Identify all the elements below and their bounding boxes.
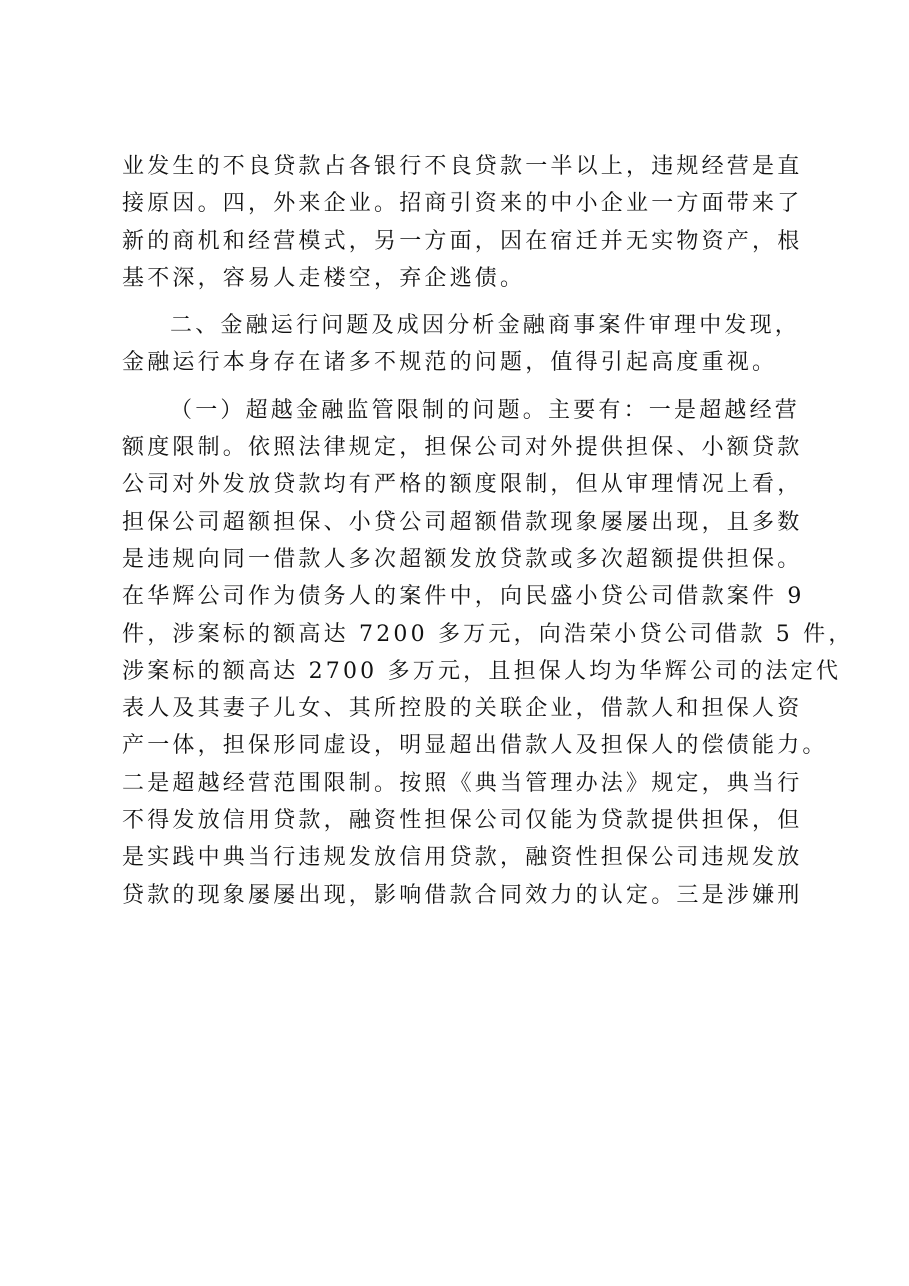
- text-line: 在华辉公司作为债务人的案件中，向民盛小贷公司借款案件 9: [122, 584, 805, 610]
- paragraph-spacer: [122, 382, 814, 392]
- text-line: 件，涉案标的额高达 7200 多万元，向浩荣小贷公司借款 5 件，: [122, 621, 854, 647]
- text-line: （一）超越金融监管限制的问题。主要有：一是超越经营: [170, 397, 801, 423]
- text-line: 二是超越经营范围限制。按照《典当管理办法》规定，典当行: [122, 770, 803, 796]
- paragraph-spacer: [122, 297, 814, 307]
- text-line: 担保公司超额担保、小贷公司超额借款现象屡屡出现，且多数: [122, 509, 803, 535]
- text-line: 金融运行本身存在诸多不规范的问题，值得引起高度重视。: [122, 350, 778, 376]
- text-line: 是实践中典当行违规发放信用贷款，融资性担保公司违规发放: [122, 845, 803, 871]
- text-line: 是违规向同一借款人多次超额发放贷款或多次超额提供担保。: [122, 546, 803, 572]
- paragraph-1: [122, 148, 814, 297]
- text-line: 表人及其妻子儿女、其所控股的关联企业，借款人和担保人资: [122, 696, 803, 722]
- text-line: 产一体，担保形同虚设，明显超出借款人及担保人的偿债能力。: [122, 733, 828, 759]
- text-line: 涉案标的额高达 2700 多万元，且担保人均为华辉公司的法定代: [122, 658, 842, 684]
- text-line: 额度限制。依照法律规定，担保公司对外提供担保、小额贷款: [122, 435, 803, 461]
- text-line: 公司对外发放贷款均有严格的额度限制，但从审理情况上看，: [122, 472, 803, 498]
- text-line: 接原因。四，外来企业。招商引资来的中小企业一方面带来了: [122, 191, 803, 217]
- text-line: 业发生的不良贷款占各银行不良贷款一半以上，违规经营是直: [122, 154, 803, 179]
- paragraph-2: [122, 307, 814, 382]
- paragraph-3: [122, 392, 854, 914]
- text-line: 二、金融运行问题及成因分析金融商事案件审理中发现，: [170, 313, 801, 339]
- text-line: 贷款的现象屡屡出现，影响借款合同效力的认定。三是涉嫌刑: [122, 882, 803, 908]
- text-line: 不得发放信用贷款，融资性担保公司仅能为贷款提供担保，但: [122, 808, 803, 834]
- text-line: 基不深，容易人走楼空，弃企逃债。: [122, 265, 526, 291]
- document-body: [122, 148, 854, 914]
- text-line: 新的商机和经营模式，另一方面，因在宿迁并无实物资产，根: [122, 228, 803, 254]
